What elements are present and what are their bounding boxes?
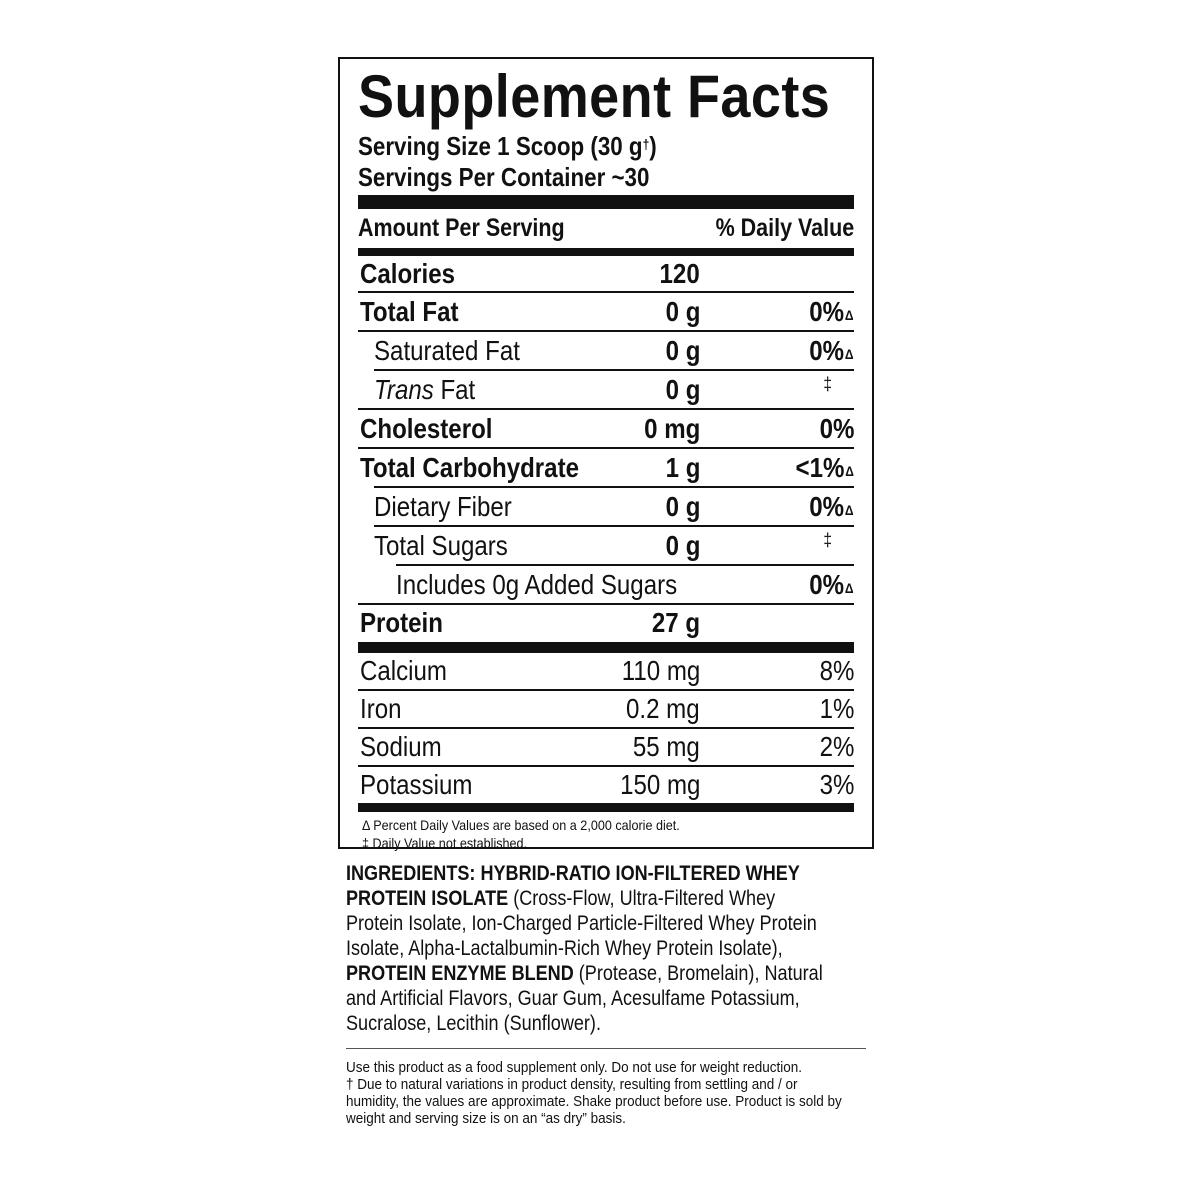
delta-mark: Δ <box>845 463 854 479</box>
thick-divider <box>358 803 854 812</box>
nutrient-row-protein: Protein 27 g <box>360 607 700 638</box>
thick-divider <box>358 642 854 653</box>
nutrient-row-added-sugars: Includes 0g Added Sugars 0%$^\Delta$ <box>396 569 854 600</box>
nutrient-row-total-fat: Total Fat 0 g 0%$^\Delta$ <box>360 296 854 327</box>
panel-title: Supplement Facts <box>358 63 831 130</box>
separator-line <box>346 1048 866 1049</box>
amount-per-serving-label: Amount Per Serving <box>358 214 565 242</box>
delta-mark: Δ <box>845 346 854 362</box>
footnote-not-established: ‡ Daily Value not established. <box>362 835 528 851</box>
serving-size: Serving Size 1 Scoop (30 g†) <box>358 131 657 161</box>
mineral-row-sodium: Sodium 55 mg 2% <box>360 731 854 762</box>
nutrient-row-cholesterol: Cholesterol 0 mg 0% <box>360 413 854 444</box>
delta-mark: Δ <box>845 307 854 323</box>
footnote-daily-values: Δ Percent Daily Values are based on a 2,000 calorie diet. <box>362 817 680 833</box>
mineral-row-potassium: Potassium 150 mg 3% <box>360 769 854 800</box>
supplement-facts-panel <box>338 57 874 849</box>
medium-divider <box>358 248 854 256</box>
daily-value-label: % Daily Value <box>715 214 854 242</box>
nutrient-row-total-sugars: Total Sugars 0 g ‡ <box>358 527 854 564</box>
ingredients-block: INGREDIENTS: HYBRID-RATIO ION-FILTERED WHEY PROTEIN ISOLATE (Cross-Flow, Ultra-Filtered Whey Protein Isolate, Ion-Charged Particle-Filtered Whey Protein Isolate, Alpha-Lactalbumin-Rich Whey Protein Isolate), PROTEIN ENZYME BLEND (Protease, Bromelain), Natural and Artificial Flavors, Guar Gum, Acesulfame Potassium, Sucralose, Lecithin (Sunflower). <box>346 862 823 1035</box>
servings-per-container: Servings Per Container ~30 <box>358 162 650 192</box>
nutrient-row-trans-fat: Trans Fat 0 g ‡ <box>358 371 854 408</box>
delta-mark: Δ <box>845 502 854 518</box>
double-dagger-mark: ‡ <box>823 530 832 550</box>
ingredients-heading: INGREDIENTS: HYBRID-RATIO ION-FILTERED WHEY <box>346 862 800 885</box>
amount-header-row <box>358 213 854 243</box>
dagger-mark: † <box>642 136 650 152</box>
mineral-row-iron: Iron 0.2 mg 1% <box>360 693 854 724</box>
delta-mark: Δ <box>845 580 854 596</box>
disclaimer-block: Use this product as a food supplement only. Do not use for weight reduction. † Due to natural variations in product density, resulting from settling and / or humidity, the values are approximate. Shake product before use. Product is sold by weight and serving size is on an “as dry” basis. <box>346 1059 842 1127</box>
nutrient-row-dietary-fiber: Dietary Fiber 0 g 0%$^\Delta$ <box>374 491 854 522</box>
double-dagger-mark: ‡ <box>823 374 832 394</box>
nutrient-row-saturated-fat: Saturated Fat 0 g 0%$^\Delta$ <box>374 335 854 366</box>
nutrient-row-total-carbohydrate: Total Carbohydrate 1 g <1%$^\Delta$ <box>360 452 854 483</box>
nutrient-row-calories: Calories 120 <box>360 258 700 289</box>
mineral-row-calcium: Calcium 110 mg 8% <box>360 655 854 686</box>
thick-divider <box>358 195 854 209</box>
